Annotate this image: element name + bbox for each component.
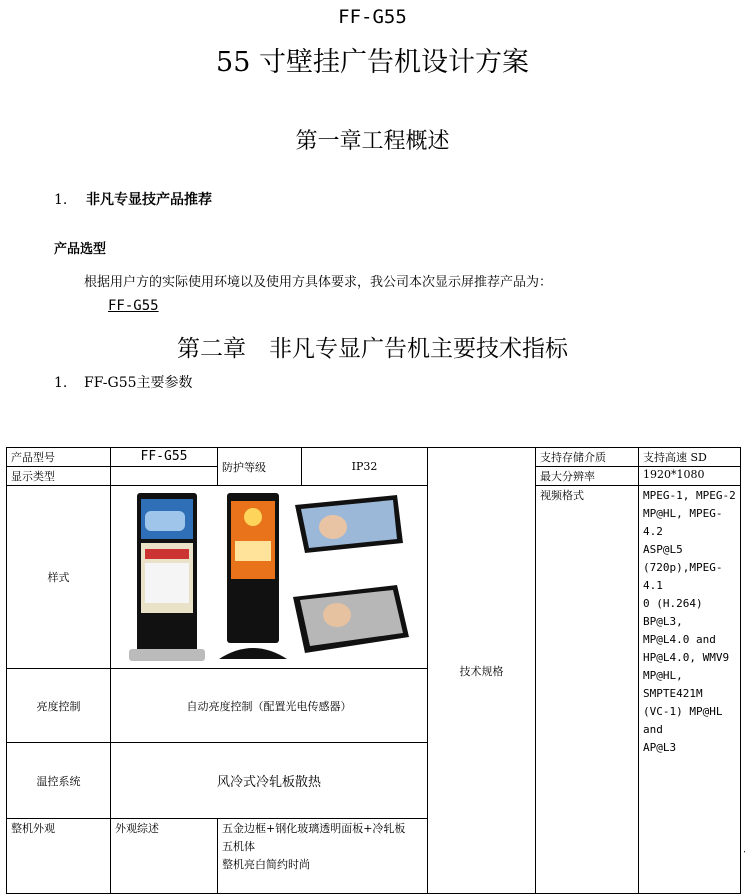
appearance-value [218,819,428,894]
temperature-value: 风冷式冷轧板散热 [111,743,428,819]
video-format-line: MP@HL, [643,669,683,682]
model-value: FF-G55 [111,448,218,467]
video-format-line: MPEG-1, MPEG-2 [643,489,736,502]
appearance-label: 整机外观 [7,819,111,894]
chapter-1-title: 第一章工程概述 [295,129,450,154]
display-type-label: 显示类型 [7,467,111,486]
appearance-line: 整机亮白简约时尚 [222,858,310,871]
model-label: 产品型号 [7,448,111,467]
video-format-line: MP@HL, MPEG-4.2 [643,507,723,538]
storage-label: 支持存储介质 [536,448,639,467]
appearance-line: 五金边框+钢化玻璃透明面板+冷轧板 [222,822,406,835]
video-format-line: (720p),MPEG-4.1 [643,561,723,592]
section-number: 1. [54,192,68,208]
wall-panel-top-image [295,495,403,553]
floor-stand-orange-image [219,493,287,659]
video-format-value [639,486,741,894]
protection-value: IP32 [302,448,428,486]
protection-label: 防护等级 [218,448,302,486]
video-format-line: HP@L4.0, WMV9 [643,651,730,664]
video-format-line: AP@L3 [643,741,677,754]
temperature-label: 温控系统 [7,743,111,819]
style-label: 样式 [7,486,111,669]
selection-text: 根据用户方的实际使用环境以及使用方具体要求，我公司本次显示屏推荐产品为： [84,275,553,290]
section-2-heading [54,372,193,392]
resolution-label: 最大分辨率 [536,467,639,486]
chapter-2-title: 第二章 非凡专显广告机主要技术指标 [177,336,568,362]
document-code: FF-G55 [338,6,407,28]
section-number: 1. [54,375,68,391]
video-format-label: 视频格式 [536,486,639,894]
section-title: FF-G55主要参数 [84,375,193,391]
storage-value: 支持高速 SD [639,448,741,467]
selection-model: FF-G55 [108,298,159,314]
resolution-value: 1920*1080 [639,467,741,486]
section-1-heading [54,189,212,209]
section-title: 非凡专显技产品推荐 [86,192,212,208]
brightness-value: 自动亮度控制（配置光电传感器） [111,669,428,743]
video-format-line: 0 (H.264) BP@L3, [643,597,703,628]
video-format-line: (VC-1) MP@HL and [643,705,723,736]
product-photos [111,486,428,669]
brightness-label: 亮度控制 [7,669,111,743]
wall-panel-bottom-image [293,585,409,653]
floor-stand-blue-image [129,493,205,661]
document-title: 55 寸壁挂广告机设计方案 [216,47,529,78]
tech-spec-label: 技术规格 [428,448,536,894]
appearance-line: 五机体 [222,840,255,853]
display-type-value [111,467,218,486]
appearance-sub-label: 外观综述 [111,819,218,894]
video-format-line: SMPTE421M [643,687,703,700]
selection-heading: 产品选型 [54,242,107,257]
product-photos-image [115,487,415,667]
video-format-line: MP@L4.0 and [643,633,716,646]
spec-table [6,447,741,894]
video-format-line: ASP@L5 [643,543,683,556]
